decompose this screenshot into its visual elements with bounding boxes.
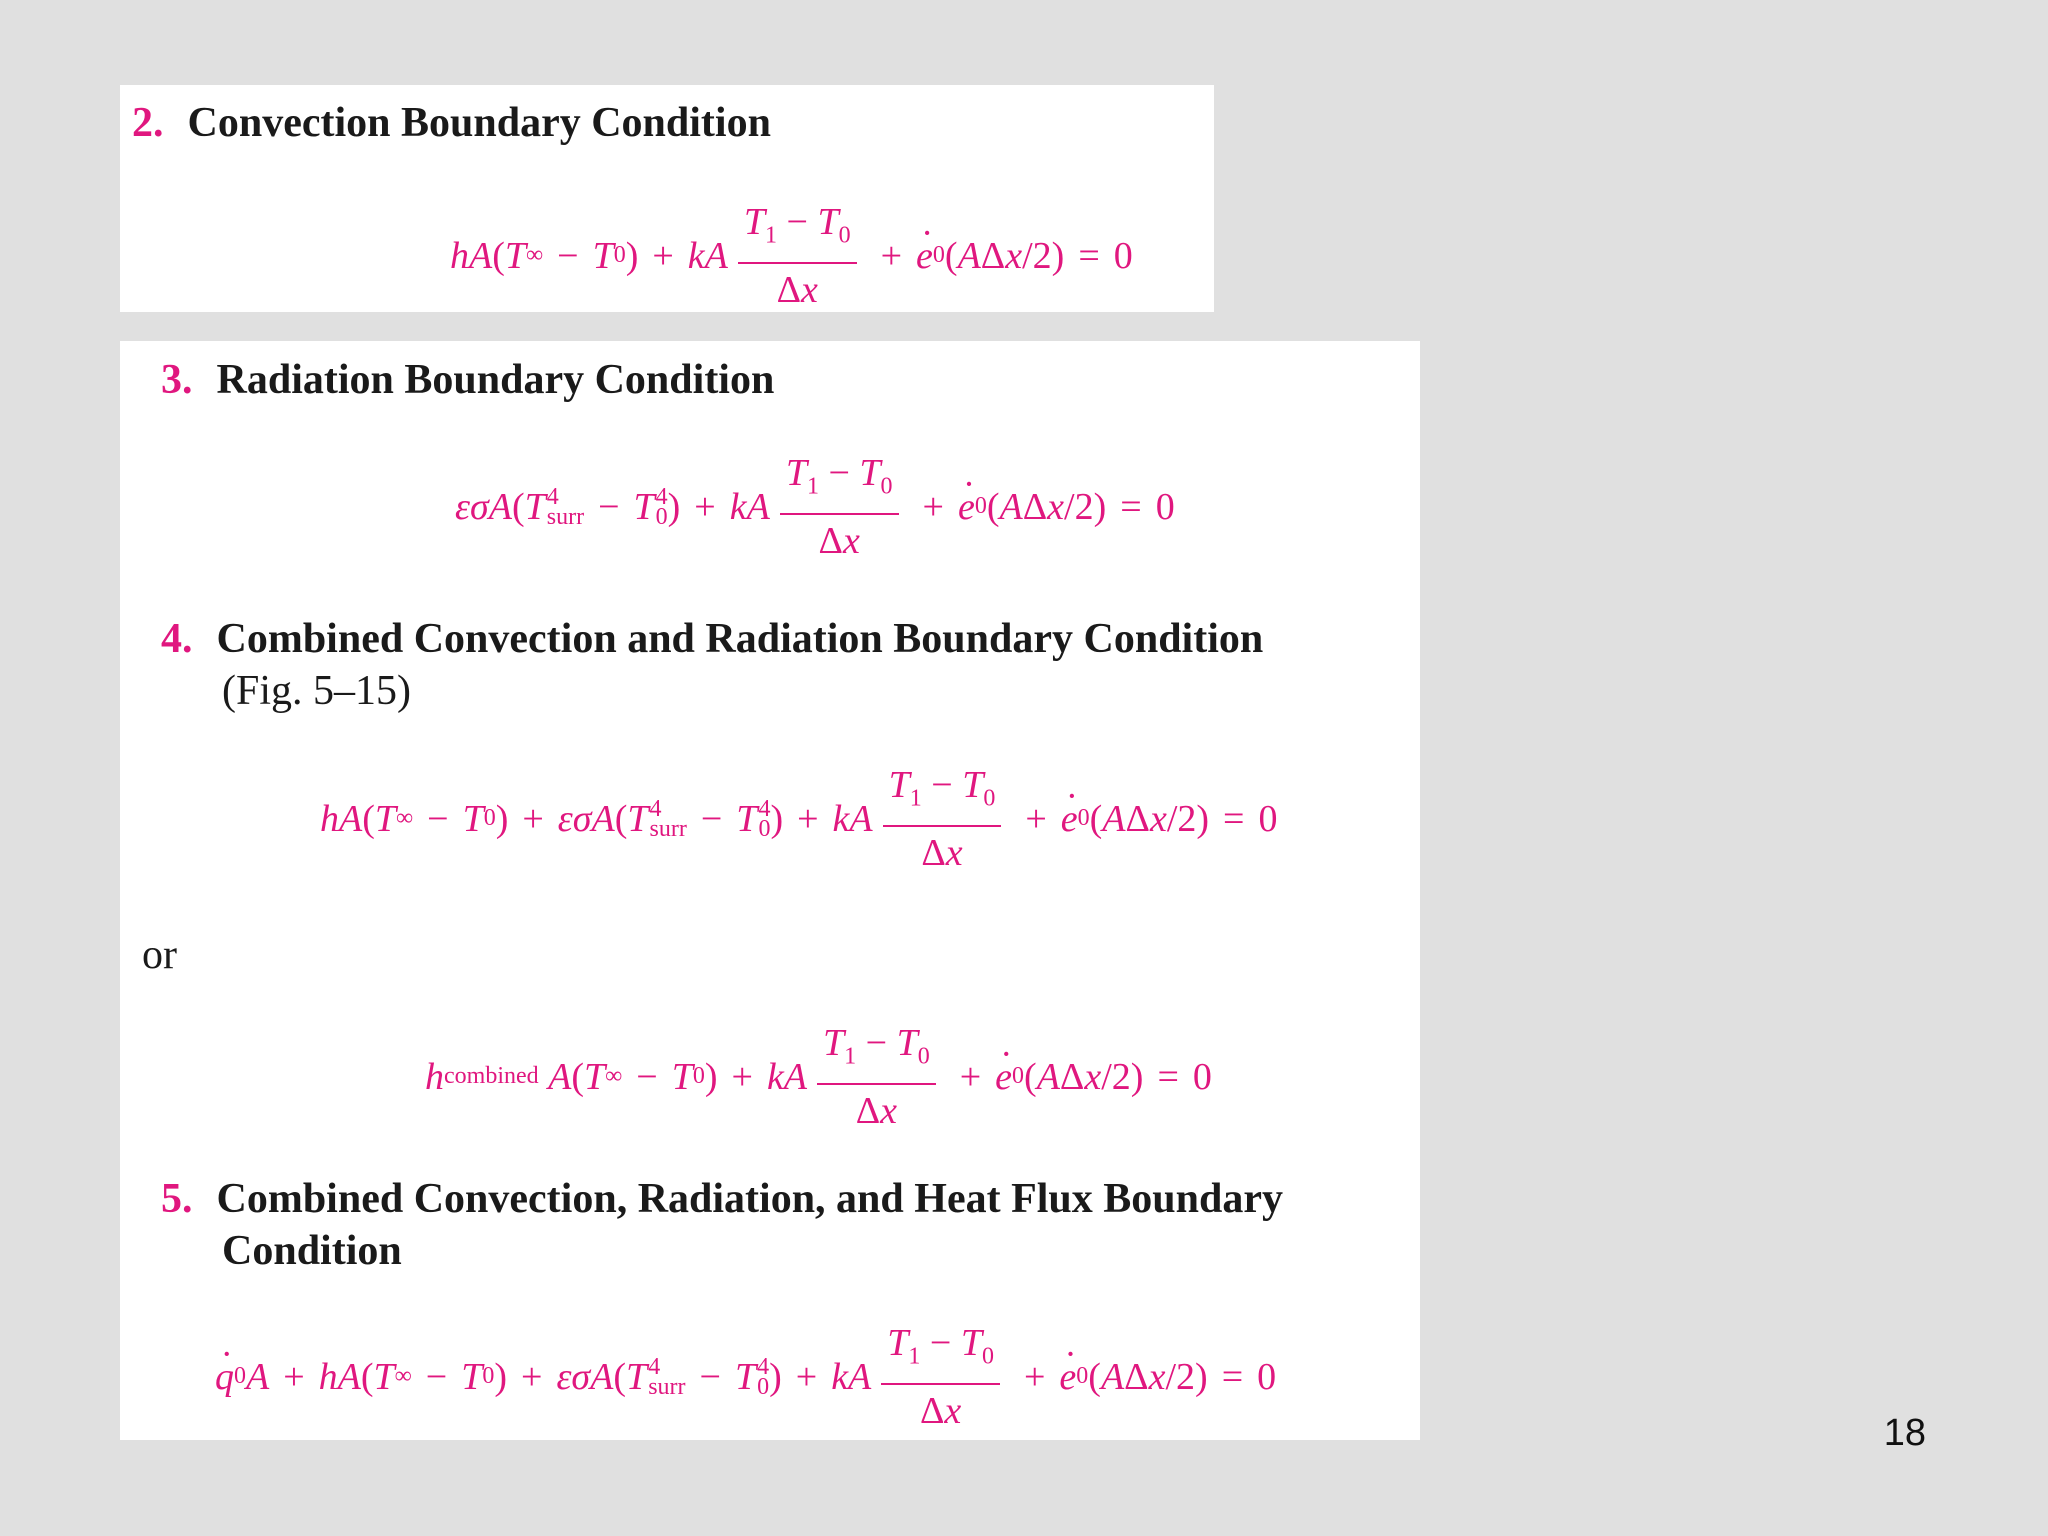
section-heading-4 xyxy=(161,613,1263,717)
connector-or: or xyxy=(142,932,177,978)
convection-equation: hA ( T ∞ − T 0 ) + kA $\frac{T_1 - T_0}{\Delta x}$ + · e 0 ( A Δ x /2) = 0 xyxy=(450,200,1133,312)
section-title-continued: Condition xyxy=(222,1228,402,1274)
combined-coefficient-equation: h combined A ( T ∞ − T 0 ) + kA $\frac{T_1 - T_0}{\Delta x}$ + · e 0 ( A Δ x /2) = 0 xyxy=(425,1021,1212,1133)
section-title: Radiation Boundary Condition xyxy=(216,357,775,403)
page-number: 18 xyxy=(1883,1412,1926,1454)
section-heading-5 xyxy=(161,1173,1283,1277)
section-title: Combined Convection, Radiation, and Heat Flux Boundary xyxy=(216,1176,1283,1222)
section-number: 4. xyxy=(161,616,193,662)
radiation-equation: εσA ( T 4 surr − T 4 0 ) + kA $\frac{T_1 - T_0}{\Delta x}$ + · e 0 ( A Δ x /2) = 0 xyxy=(455,451,1175,563)
convection-panel xyxy=(120,85,1214,312)
section-title: Convection Boundary Condition xyxy=(187,100,771,146)
boundary-conditions-panel xyxy=(120,341,1420,1440)
figure-reference: (Fig. 5–15) xyxy=(222,668,411,714)
section-number: 2. xyxy=(132,100,164,146)
section-heading-2 xyxy=(132,97,771,149)
heat-flux-equation: · q 0 A + hA ( T ∞ − T 0 ) + εσA ( T 4 surr − T 4 0 ) + kA $\frac{T_1 - T_0}{\Delta x}$ + · e 0 ( A Δ x /2) = 0 xyxy=(215,1321,1276,1433)
section-title: Combined Convection and Radiation Boundary Condition xyxy=(216,616,1264,662)
section-number: 5. xyxy=(161,1176,193,1222)
combined-equation: hA ( T ∞ − T 0 ) + εσA ( T 4 surr − T 4 0 ) + kA $\frac{T_1 - T_0}{\Delta x}$ + · e 0 ( A Δ x /2) = 0 xyxy=(320,763,1277,875)
section-number: 3. xyxy=(161,357,193,403)
section-heading-3 xyxy=(161,354,774,406)
